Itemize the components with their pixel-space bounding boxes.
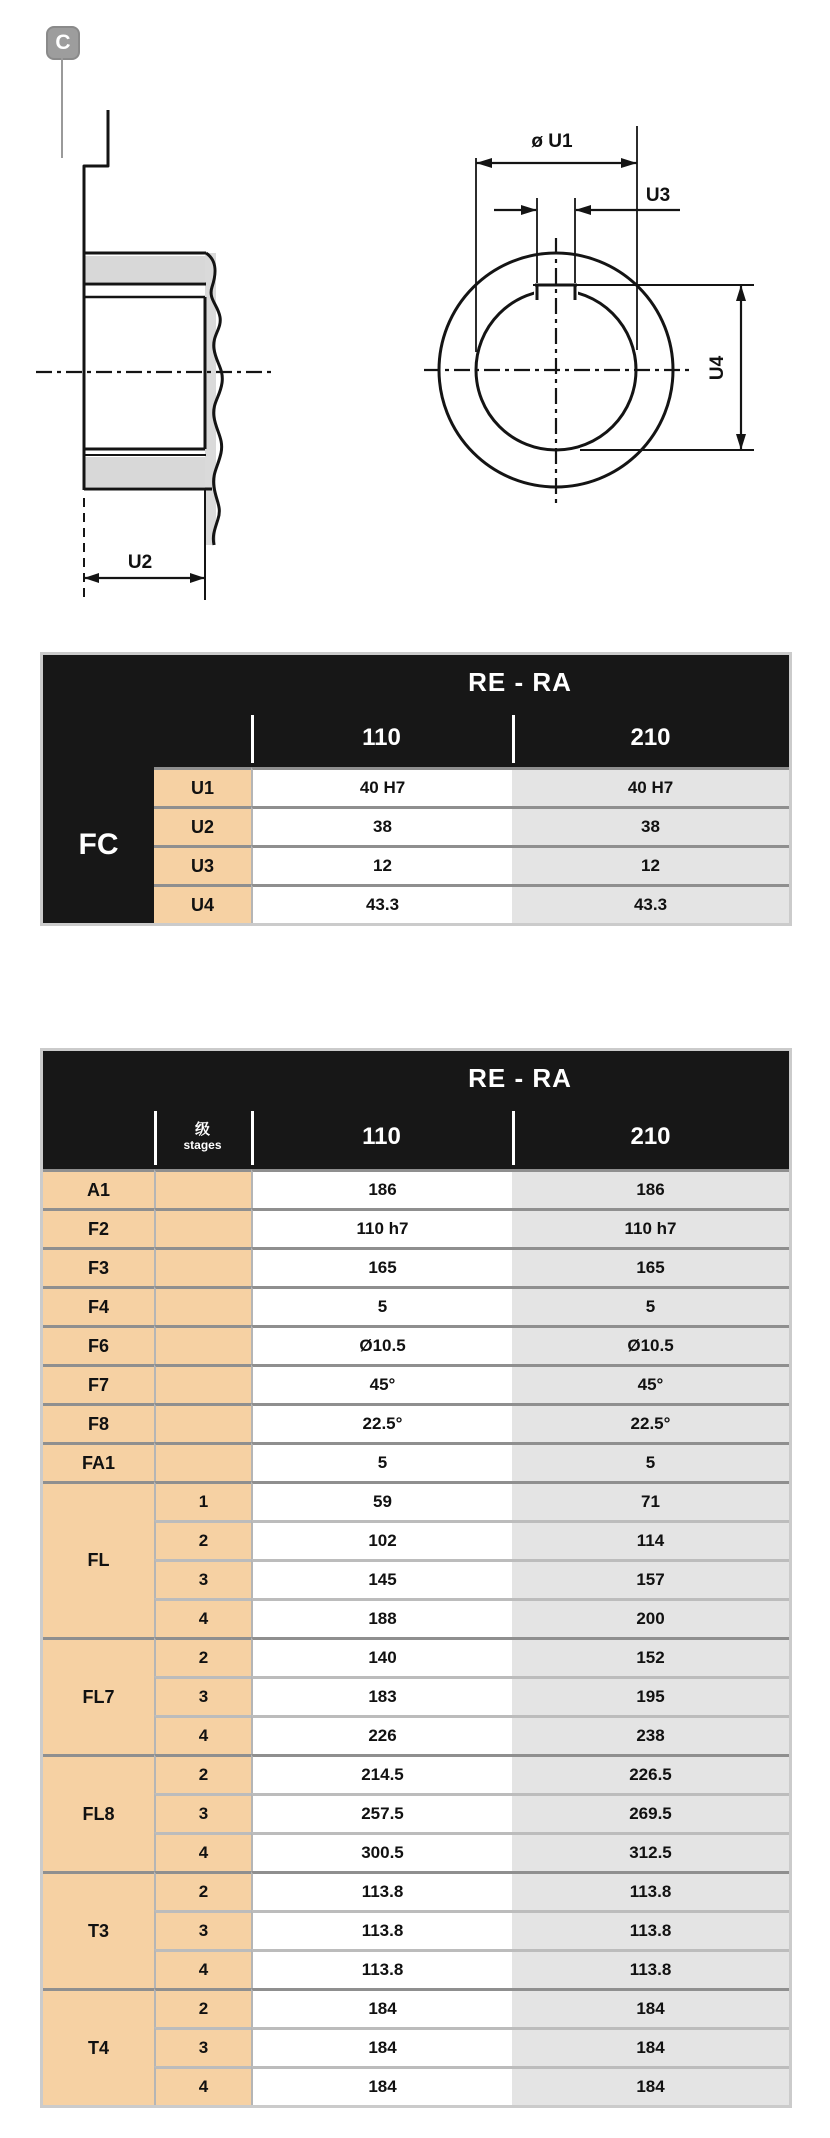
value-110: 214.5 (251, 1754, 512, 1793)
value-110: 40 H7 (251, 767, 512, 806)
value-210: 113.8 (512, 1949, 789, 1988)
stage-cell (154, 1442, 251, 1481)
value-210: 114 (512, 1520, 789, 1559)
series-title: RE - RA (468, 666, 572, 697)
table-header-row (43, 1105, 789, 1169)
header-divider (512, 715, 515, 763)
header-divider (251, 715, 254, 763)
table-title-row (43, 1051, 789, 1105)
value-110: 183 (251, 1676, 512, 1715)
stages-label-en: stages (183, 1137, 222, 1152)
stage-cell: 2 (154, 1988, 251, 2027)
stage-cell: 2 (154, 1637, 251, 1676)
row-label: F4 (43, 1286, 154, 1325)
stage-cell: 2 (154, 1754, 251, 1793)
stage-cell (154, 1364, 251, 1403)
stage-cell: 4 (154, 1715, 251, 1754)
value-210: 5 (512, 1442, 789, 1481)
value-110: 300.5 (251, 1832, 512, 1871)
value-210: 312.5 (512, 1832, 789, 1871)
right-end-view (424, 126, 754, 508)
stage-cell: 3 (154, 1910, 251, 1949)
value-110: 43.3 (251, 884, 512, 923)
value-210: 165 (512, 1247, 789, 1286)
stage-cell (154, 1325, 251, 1364)
value-210: 43.3 (512, 884, 789, 923)
value-110: 184 (251, 2027, 512, 2066)
value-210: 184 (512, 1988, 789, 2027)
value-210: 269.5 (512, 1793, 789, 1832)
row-label: F8 (43, 1403, 154, 1442)
stage-cell: 1 (154, 1481, 251, 1520)
series-title: RE - RA (468, 1062, 572, 1093)
value-210: 22.5° (512, 1403, 789, 1442)
column-header-stages (154, 1105, 251, 1169)
value-210: Ø10.5 (512, 1325, 789, 1364)
row-label: U4 (154, 884, 251, 923)
value-210: 238 (512, 1715, 789, 1754)
group-label: FL (43, 1481, 154, 1637)
value-110: 226 (251, 1715, 512, 1754)
value-110: 188 (251, 1598, 512, 1637)
dimensions-table (40, 1048, 792, 2108)
value-110: 140 (251, 1637, 512, 1676)
table-body (43, 767, 789, 923)
value-110: 257.5 (251, 1793, 512, 1832)
value-110: 184 (251, 1988, 512, 2027)
stage-cell: 3 (154, 1676, 251, 1715)
column-header-110: 110 (362, 1123, 401, 1150)
lower-hub-band (85, 457, 205, 487)
stage-cell: 4 (154, 1832, 251, 1871)
table-header-row (43, 709, 789, 767)
header-divider (251, 1111, 254, 1165)
technical-drawing (0, 0, 830, 640)
stage-cell (154, 1403, 251, 1442)
column-header-210: 210 (630, 1123, 671, 1150)
value-210: 45° (512, 1364, 789, 1403)
value-110: 45° (251, 1364, 512, 1403)
value-210: 226.5 (512, 1754, 789, 1793)
group-label: FL8 (43, 1754, 154, 1871)
table-title-row (43, 655, 789, 709)
value-210: 71 (512, 1481, 789, 1520)
u3-dim-label: U3 (645, 185, 671, 206)
stage-cell: 2 (154, 1520, 251, 1559)
stage-cell (154, 1247, 251, 1286)
value-210: 113.8 (512, 1871, 789, 1910)
group-label: FL7 (43, 1637, 154, 1754)
row-label: A1 (43, 1169, 154, 1208)
stage-cell (154, 1286, 251, 1325)
stage-cell: 3 (154, 2027, 251, 2066)
value-110: 38 (251, 806, 512, 845)
value-210: 200 (512, 1598, 789, 1637)
stage-cell: 4 (154, 1598, 251, 1637)
value-110: 113.8 (251, 1910, 512, 1949)
value-210: 184 (512, 2066, 789, 2105)
value-210: 113.8 (512, 1910, 789, 1949)
value-110: 110 h7 (251, 1208, 512, 1247)
row-label: F2 (43, 1208, 154, 1247)
stage-cell (154, 1208, 251, 1247)
value-210: 38 (512, 806, 789, 845)
row-label: U3 (154, 845, 251, 884)
value-110: 12 (251, 845, 512, 884)
header-divider (512, 1111, 515, 1165)
left-section-view (36, 110, 272, 600)
u1-dim-label: ø U1 (531, 131, 573, 152)
header-divider (154, 1111, 157, 1165)
u4-dim-label: U4 (707, 355, 728, 381)
section-c-badge: C (46, 26, 80, 60)
stage-cell: 2 (154, 1871, 251, 1910)
value-110: 165 (251, 1247, 512, 1286)
stage-cell: 4 (154, 2066, 251, 2105)
value-110: Ø10.5 (251, 1325, 512, 1364)
stage-cell: 3 (154, 1793, 251, 1832)
group-label: T3 (43, 1871, 154, 1988)
stage-cell: 4 (154, 1949, 251, 1988)
value-210: 12 (512, 845, 789, 884)
value-110: 145 (251, 1559, 512, 1598)
value-110: 186 (251, 1169, 512, 1208)
value-210: 40 H7 (512, 767, 789, 806)
value-210: 5 (512, 1286, 789, 1325)
row-label: U2 (154, 806, 251, 845)
row-label: F6 (43, 1325, 154, 1364)
value-110: 113.8 (251, 1871, 512, 1910)
value-110: 22.5° (251, 1403, 512, 1442)
row-label: FA1 (43, 1442, 154, 1481)
value-210: 110 h7 (512, 1208, 789, 1247)
value-110: 59 (251, 1481, 512, 1520)
fc-dimension-table (40, 652, 792, 926)
value-210: 186 (512, 1169, 789, 1208)
value-110: 5 (251, 1286, 512, 1325)
upper-hub-band (85, 256, 205, 282)
value-110: 5 (251, 1442, 512, 1481)
value-110: 113.8 (251, 1949, 512, 1988)
value-210: 184 (512, 2027, 789, 2066)
row-label: F3 (43, 1247, 154, 1286)
row-label: U1 (154, 767, 251, 806)
value-110: 184 (251, 2066, 512, 2105)
stage-cell: 3 (154, 1559, 251, 1598)
table-body (43, 1169, 789, 2105)
column-header-210: 210 (630, 724, 671, 751)
value-210: 195 (512, 1676, 789, 1715)
value-110: 102 (251, 1520, 512, 1559)
u2-dim-label: U2 (127, 552, 153, 573)
row-label: F7 (43, 1364, 154, 1403)
group-label-fc: FC (43, 767, 154, 923)
stages-label-cn: 级 (194, 1121, 210, 1139)
group-label: T4 (43, 1988, 154, 2105)
value-210: 152 (512, 1637, 789, 1676)
stage-cell (154, 1169, 251, 1208)
value-210: 157 (512, 1559, 789, 1598)
column-header-110: 110 (362, 724, 401, 751)
